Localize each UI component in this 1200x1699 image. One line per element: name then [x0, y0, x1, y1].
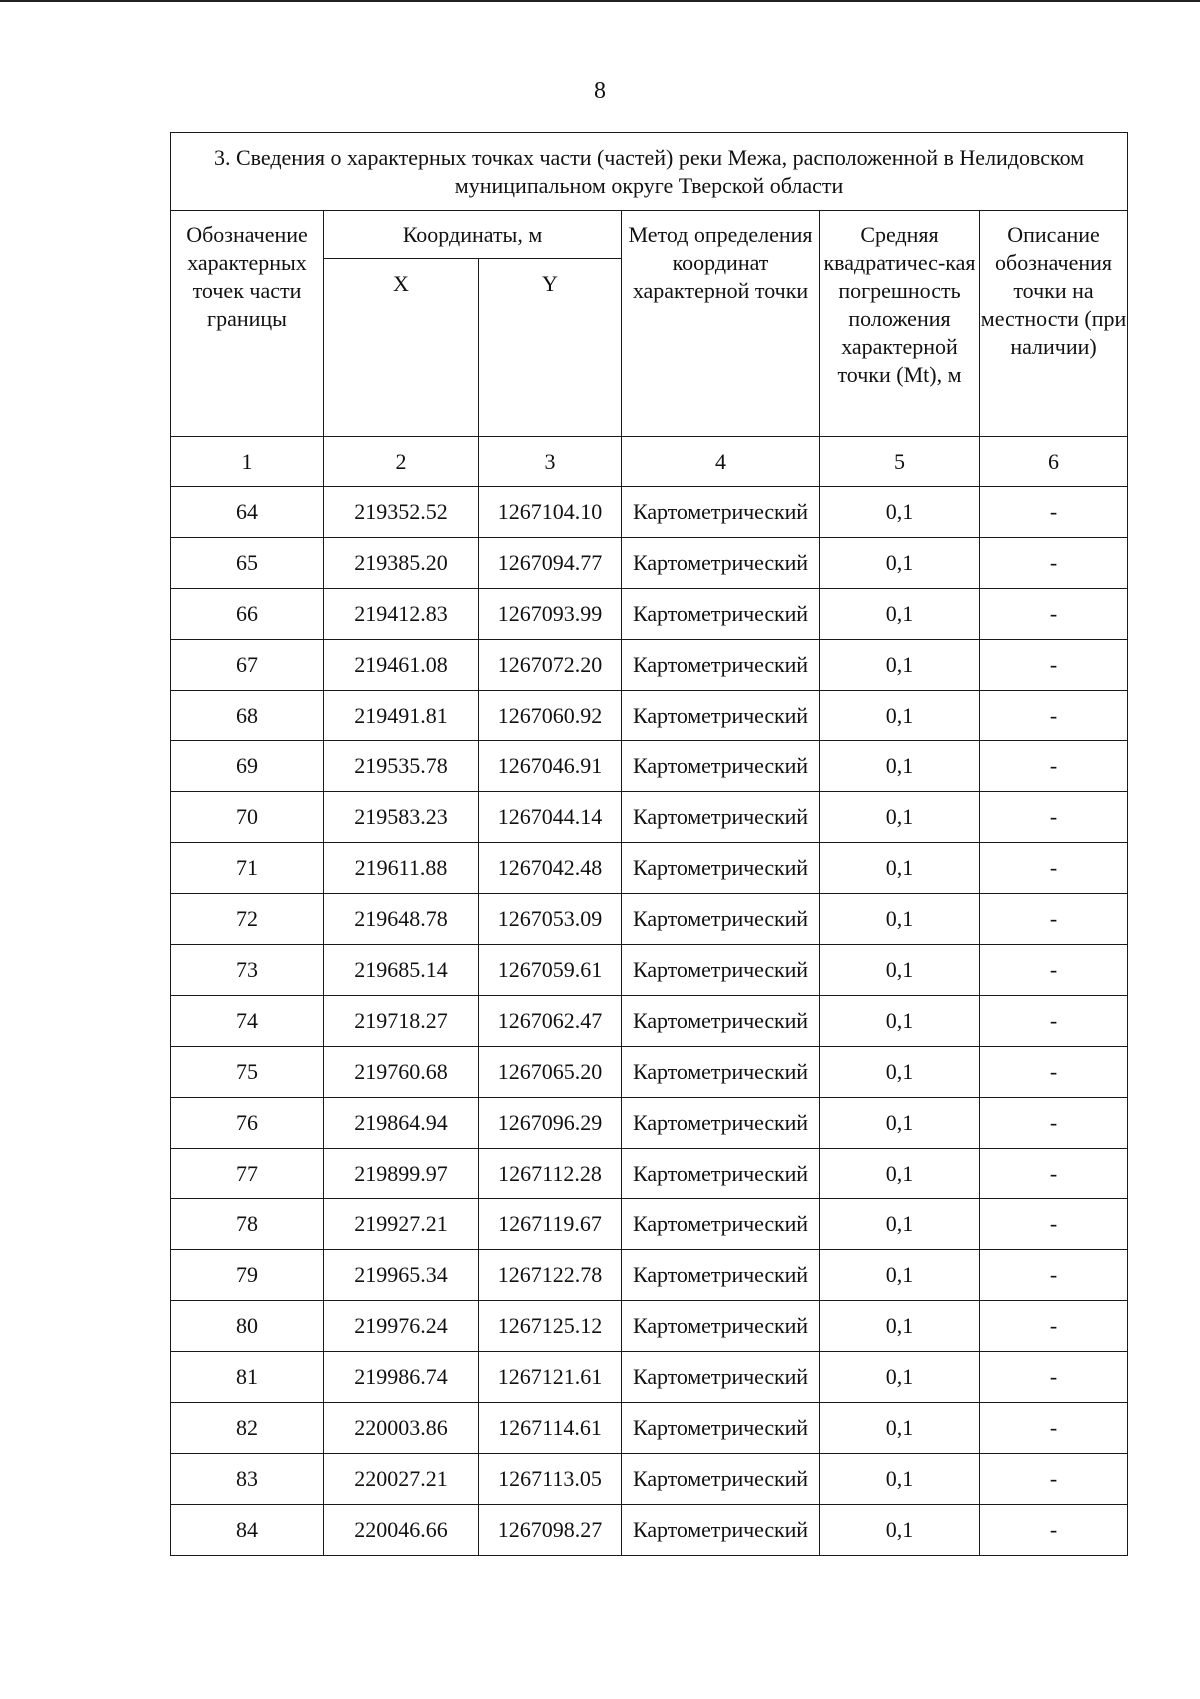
cell-description: - — [980, 588, 1128, 639]
cell-error: 0,1 — [820, 945, 980, 996]
cell-description: - — [980, 1097, 1128, 1148]
cell-method: Картометрический — [622, 1504, 820, 1555]
cell-error: 0,1 — [820, 995, 980, 1046]
cell-point: 66 — [171, 588, 324, 639]
table-row — [171, 741, 1128, 792]
column-number: 6 — [980, 437, 1128, 487]
column-number: 5 — [820, 437, 980, 487]
cell-description: - — [980, 1301, 1128, 1352]
table-row — [171, 894, 1128, 945]
cell-point: 79 — [171, 1250, 324, 1301]
cell-method: Картометрический — [622, 588, 820, 639]
cell-y: 1267062.47 — [479, 995, 622, 1046]
header-description: Описание обозначения точки на местности (при наличии) — [980, 211, 1128, 437]
characteristic-points-table — [170, 132, 1128, 1556]
cell-error: 0,1 — [820, 741, 980, 792]
cell-description: - — [980, 843, 1128, 894]
cell-y: 1267046.91 — [479, 741, 622, 792]
table-row — [171, 1301, 1128, 1352]
cell-error: 0,1 — [820, 1352, 980, 1403]
cell-method: Картометрический — [622, 995, 820, 1046]
cell-point: 67 — [171, 639, 324, 690]
cell-point: 69 — [171, 741, 324, 792]
cell-point: 82 — [171, 1403, 324, 1454]
cell-x: 219965.34 — [324, 1250, 479, 1301]
cell-y: 1267060.92 — [479, 690, 622, 741]
cell-description: - — [980, 1250, 1128, 1301]
cell-x: 219535.78 — [324, 741, 479, 792]
cell-error: 0,1 — [820, 537, 980, 588]
cell-y: 1267053.09 — [479, 894, 622, 945]
cell-point: 73 — [171, 945, 324, 996]
cell-method: Картометрический — [622, 1301, 820, 1352]
cell-point: 72 — [171, 894, 324, 945]
cell-y: 1267059.61 — [479, 945, 622, 996]
page-number: 8 — [594, 78, 606, 104]
cell-description: - — [980, 1352, 1128, 1403]
table-row — [171, 639, 1128, 690]
header-x: X — [324, 259, 479, 437]
cell-y: 1267114.61 — [479, 1403, 622, 1454]
table-row — [171, 690, 1128, 741]
cell-error: 0,1 — [820, 1250, 980, 1301]
cell-method: Картометрический — [622, 1352, 820, 1403]
column-numbers-row — [171, 437, 1128, 487]
cell-point: 78 — [171, 1199, 324, 1250]
cell-error: 0,1 — [820, 792, 980, 843]
cell-x: 219461.08 — [324, 639, 479, 690]
cell-method: Картометрический — [622, 894, 820, 945]
cell-x: 219583.23 — [324, 792, 479, 843]
cell-x: 219760.68 — [324, 1046, 479, 1097]
table-row — [171, 995, 1128, 1046]
column-number: 3 — [479, 437, 622, 487]
column-number: 1 — [171, 437, 324, 487]
cell-method: Картометрический — [622, 945, 820, 996]
cell-x: 219986.74 — [324, 1352, 479, 1403]
table-row — [171, 1199, 1128, 1250]
cell-error: 0,1 — [820, 1403, 980, 1454]
cell-x: 219491.81 — [324, 690, 479, 741]
cell-description: - — [980, 995, 1128, 1046]
cell-y: 1267094.77 — [479, 537, 622, 588]
cell-point: 76 — [171, 1097, 324, 1148]
table-row — [171, 1403, 1128, 1454]
cell-description: - — [980, 639, 1128, 690]
cell-x: 219385.20 — [324, 537, 479, 588]
cell-description: - — [980, 1148, 1128, 1199]
cell-y: 1267104.10 — [479, 487, 622, 538]
cell-x: 219685.14 — [324, 945, 479, 996]
cell-y: 1267065.20 — [479, 1046, 622, 1097]
cell-y: 1267125.12 — [479, 1301, 622, 1352]
cell-description: - — [980, 1046, 1128, 1097]
cell-point: 80 — [171, 1301, 324, 1352]
cell-x: 219611.88 — [324, 843, 479, 894]
cell-y: 1267093.99 — [479, 588, 622, 639]
cell-x: 219412.83 — [324, 588, 479, 639]
cell-y: 1267072.20 — [479, 639, 622, 690]
cell-description: - — [980, 1199, 1128, 1250]
cell-description: - — [980, 1504, 1128, 1555]
header-method: Метод определения координат характерной точки — [622, 211, 820, 437]
table-row — [171, 588, 1128, 639]
table-row — [171, 1453, 1128, 1504]
table-title: 3. Сведения о характерных точках части (частей) реки Межа, расположенной в Нелидовском муниципальном округе Тверской области — [171, 133, 1128, 211]
cell-method: Картометрический — [622, 741, 820, 792]
cell-x: 219864.94 — [324, 1097, 479, 1148]
header-point-designation: Обозначение характерных точек части границы — [171, 211, 324, 437]
cell-error: 0,1 — [820, 1046, 980, 1097]
cell-method: Картометрический — [622, 537, 820, 588]
cell-point: 68 — [171, 690, 324, 741]
cell-point: 74 — [171, 995, 324, 1046]
cell-y: 1267042.48 — [479, 843, 622, 894]
cell-point: 83 — [171, 1453, 324, 1504]
table-row — [171, 1352, 1128, 1403]
cell-error: 0,1 — [820, 1097, 980, 1148]
cell-point: 75 — [171, 1046, 324, 1097]
cell-y: 1267098.27 — [479, 1504, 622, 1555]
cell-y: 1267113.05 — [479, 1453, 622, 1504]
cell-x: 219899.97 — [324, 1148, 479, 1199]
header-coordinates: Координаты, м — [324, 211, 622, 259]
cell-method: Картометрический — [622, 1199, 820, 1250]
cell-method: Картометрический — [622, 639, 820, 690]
cell-y: 1267096.29 — [479, 1097, 622, 1148]
cell-y: 1267122.78 — [479, 1250, 622, 1301]
cell-error: 0,1 — [820, 1148, 980, 1199]
cell-x: 220027.21 — [324, 1453, 479, 1504]
column-number: 4 — [622, 437, 820, 487]
cell-error: 0,1 — [820, 487, 980, 538]
table-row — [171, 537, 1128, 588]
header-mean-square-error: Средняя квадратичес-кая погрешность положения характерной точки (Mt), м — [820, 211, 980, 437]
cell-method: Картометрический — [622, 487, 820, 538]
cell-method: Картометрический — [622, 1403, 820, 1454]
cell-error: 0,1 — [820, 843, 980, 894]
cell-point: 81 — [171, 1352, 324, 1403]
cell-y: 1267112.28 — [479, 1148, 622, 1199]
cell-x: 219648.78 — [324, 894, 479, 945]
cell-method: Картометрический — [622, 843, 820, 894]
cell-description: - — [980, 945, 1128, 996]
cell-error: 0,1 — [820, 1504, 980, 1555]
cell-x: 219718.27 — [324, 995, 479, 1046]
column-number: 2 — [324, 437, 479, 487]
cell-y: 1267044.14 — [479, 792, 622, 843]
cell-method: Картометрический — [622, 690, 820, 741]
cell-method: Картометрический — [622, 1097, 820, 1148]
cell-error: 0,1 — [820, 1199, 980, 1250]
table-row — [171, 945, 1128, 996]
cell-description: - — [980, 792, 1128, 843]
table-row — [171, 843, 1128, 894]
cell-y: 1267121.61 — [479, 1352, 622, 1403]
cell-point: 65 — [171, 537, 324, 588]
cell-error: 0,1 — [820, 690, 980, 741]
cell-error: 0,1 — [820, 639, 980, 690]
cell-method: Картометрический — [622, 1250, 820, 1301]
cell-error: 0,1 — [820, 588, 980, 639]
cell-description: - — [980, 537, 1128, 588]
table-row — [171, 1504, 1128, 1555]
cell-error: 0,1 — [820, 1301, 980, 1352]
table-row — [171, 792, 1128, 843]
cell-point: 70 — [171, 792, 324, 843]
cell-method: Картометрический — [622, 1453, 820, 1504]
cell-description: - — [980, 487, 1128, 538]
top-border-line — [0, 0, 1200, 2]
cell-description: - — [980, 894, 1128, 945]
cell-error: 0,1 — [820, 1453, 980, 1504]
table-row — [171, 1097, 1128, 1148]
table-row — [171, 1148, 1128, 1199]
cell-error: 0,1 — [820, 894, 980, 945]
cell-method: Картометрический — [622, 1148, 820, 1199]
cell-point: 84 — [171, 1504, 324, 1555]
cell-y: 1267119.67 — [479, 1199, 622, 1250]
cell-x: 220046.66 — [324, 1504, 479, 1555]
table-row — [171, 1046, 1128, 1097]
cell-point: 77 — [171, 1148, 324, 1199]
table-title-row — [171, 133, 1128, 211]
cell-description: - — [980, 1403, 1128, 1454]
cell-x: 220003.86 — [324, 1403, 479, 1454]
header-y: Y — [479, 259, 622, 437]
table-row — [171, 1250, 1128, 1301]
cell-description: - — [980, 741, 1128, 792]
table-row — [171, 487, 1128, 538]
cell-point: 71 — [171, 843, 324, 894]
header-row-1 — [171, 211, 1128, 259]
cell-x: 219352.52 — [324, 487, 479, 538]
cell-description: - — [980, 690, 1128, 741]
cell-x: 219976.24 — [324, 1301, 479, 1352]
cell-point: 64 — [171, 487, 324, 538]
cell-method: Картометрический — [622, 792, 820, 843]
cell-description: - — [980, 1453, 1128, 1504]
cell-x: 219927.21 — [324, 1199, 479, 1250]
cell-method: Картометрический — [622, 1046, 820, 1097]
